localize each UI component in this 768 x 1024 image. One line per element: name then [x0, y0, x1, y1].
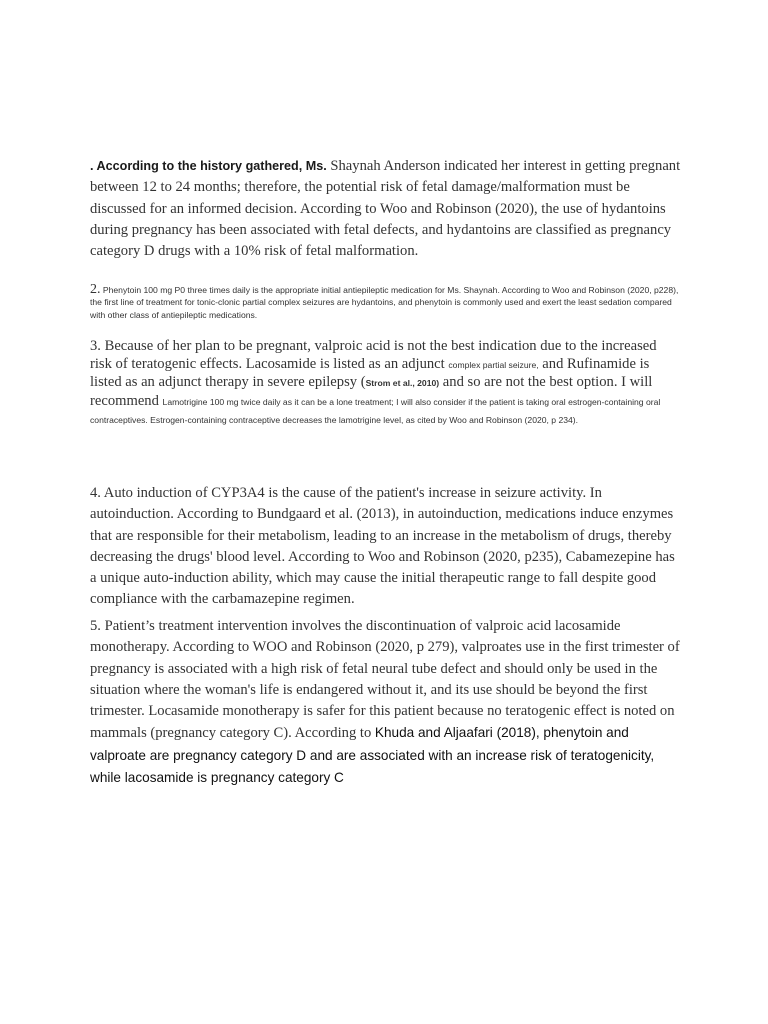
- paragraph-1-body: Shaynah Anderson indicated her interest in getting pregnant between 12 to 24 months; therefore, the potential risk of fetal damage/malformation must be discussed for an informed decision. According to Woo and Robinson (2020), the use of hydantoins during pregnancy has been associated with fetal defects, and hydantoins are classified as pregnancy category D drugs with a 10% risk of fetal malformation.: [90, 158, 681, 260]
- paragraph-3-citation: Strom et al., 2010): [365, 378, 440, 389]
- paragraph-2: [90, 284, 682, 321]
- paragraph-3-part-e: and so are not the best option. I will recommend: [90, 374, 653, 409]
- paragraph-1-lead: . According to the history gathered, Ms.: [90, 159, 327, 173]
- paragraph-5: [90, 616, 682, 789]
- paragraph-1: [90, 156, 682, 262]
- paragraph-3-part-b: complex partial seizure,: [448, 360, 539, 371]
- paragraph-5-part-a: 5. Patient’s treatment intervention involves the discontinuation of valproic acid lacosamide monotherapy. According to WOO and Robinson (2020, p 279), valproates use in the first trimester of pregnancy is associated with a high risk of fetal neural tube defect and should only be used in the situation where the woman's life is endangered without it, and its use should be beyond the first trimester. Locasamide monotherapy is safer for this patient because no teratogenic effect is noted on mammals (pregnancy category C). According to: [90, 618, 680, 742]
- paragraph-2-number: 2.: [90, 282, 101, 297]
- paragraph-2-body: Phenytoin 100 mg P0 three times daily is the appropriate initial antiepileptic medication for Ms. Shaynah. According to Woo and Robinson (2020, p228), the first line of treatment for tonic-clonic partial complex seizures are hydantoins, and phenytoin is commonly used and exert the least sedation compared with other class of antiepileptic medications.: [90, 285, 679, 320]
- paragraph-3-part-c: and Rufinamide is listed as an adjunct therapy in severe epilepsy (: [90, 356, 650, 391]
- paragraph-3-part-a: 3. Because of her plan to be pregnant, valproic acid is not the best indication due to the increased risk of teratogenic effects. Lacosamide is listed as an adjunct: [90, 338, 657, 373]
- paragraph-4: 4. Auto induction of CYP3A4 is the cause of the patient's increase in seizure activity. In autoinduction. According to Bundgaard et al. (2013), in autoinduction, medications induce enzymes that are responsible for their metabolism, leading to an increase in the metabolism of drugs, thereby decreasing the drugs' blood level. According to Woo and Robinson (2020, p235), Cabamezepine has a unique auto-induction ability, which may cause the initial therapeutic range to fall despite good compliance with the carbamazepine regimen.: [90, 485, 675, 608]
- paragraph-3: [90, 337, 682, 428]
- paragraph-3-part-f: Lamotrigine 100 mg twice daily as it can be a lone treatment; I will also consider if the patient is taking oral estrogen-containing oral contraceptives. Estrogen-containing contraceptive decreases the lamotrigine level, as cited by Woo and Robinson (2020, p 234).: [90, 396, 661, 425]
- paragraph-5-part-b: Khuda and Aljaafari (2018), phenytoin and valproate are pregnancy category D and are associated with an increase risk of teratogenicity, while lacosamide is pregnancy category C: [90, 725, 655, 786]
